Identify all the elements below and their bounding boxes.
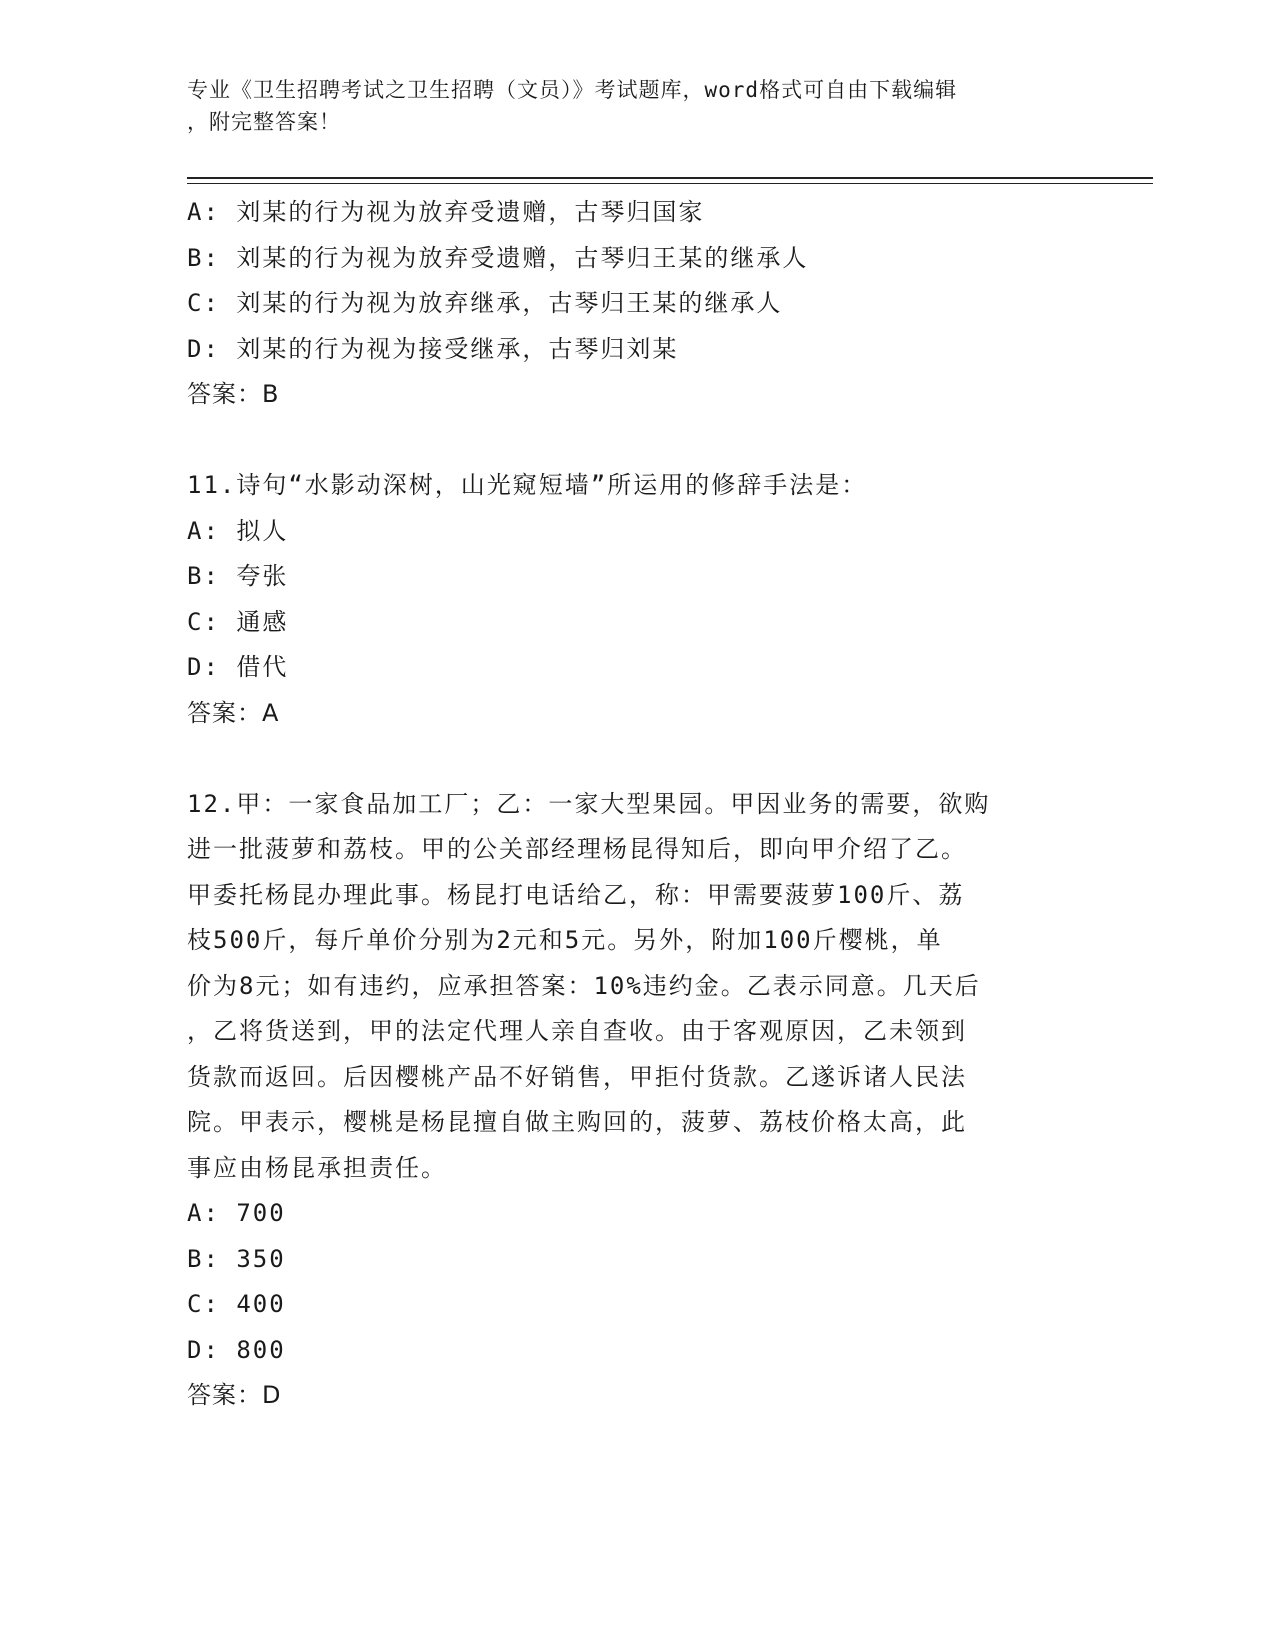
spacer: [187, 736, 1087, 782]
document-header: [187, 74, 1067, 138]
q12-question-line: 价为8元；如有违约，应承担答案：10%违约金。乙表示同意。几天后: [187, 971, 981, 1000]
q12-question-line: 进一批菠萝和荔枝。甲的公关部经理杨昆得知后，即向甲介绍了乙。: [187, 835, 967, 863]
header-divider-thin: [187, 183, 1153, 184]
q11-answer: 答案：A: [187, 698, 280, 727]
q11-option-d: D: 借代: [187, 653, 289, 681]
q12-option-b: B: 350: [187, 1244, 286, 1273]
q12-question-line: 12.甲：一家食品加工厂；乙：一家大型果园。甲因业务的需要，欲购: [187, 789, 991, 818]
question-11-block: [187, 463, 1087, 736]
spacer: [187, 418, 1087, 464]
q12-option-c: C: 400: [187, 1290, 286, 1318]
q10-option-b: B: 刘某的行为视为放弃受遗赠，古琴归王某的继承人: [187, 243, 809, 272]
header-divider-thick: [187, 177, 1153, 179]
question-content: [187, 190, 1087, 1419]
q12-answer: 答案：D: [187, 1381, 282, 1409]
q10-option-c: C: 刘某的行为视为放弃继承，古琴归王某的继承人: [187, 289, 783, 317]
question-10-block: [187, 190, 1087, 418]
q11-question: 11.诗句“水影动深树，山光窥短墙”所运用的修辞手法是：: [187, 471, 868, 499]
q11-option-a: A: 拟人: [187, 516, 289, 545]
q11-option-b: B: 夸张: [187, 562, 289, 590]
q12-question-line: 事应由杨昆承担责任。: [187, 1153, 447, 1182]
q12-option-d: D: 800: [187, 1335, 286, 1364]
q12-question-line: 货款而返回。后因樱桃产品不好销售，甲拒付货款。乙遂诉诸人民法: [187, 1062, 967, 1091]
q11-option-c: C: 通感: [187, 607, 289, 636]
q10-answer: 答案：B: [187, 380, 280, 408]
q12-question-line: ，乙将货送到，甲的法定代理人亲自查收。由于客观原因，乙未领到: [187, 1017, 967, 1045]
q10-option-d: D: 刘某的行为视为接受继承，古琴归刘某: [187, 334, 679, 363]
q12-question-line: 枝500斤，每斤单价分别为2元和5元。另外，附加100斤樱桃，单: [187, 926, 943, 954]
q12-question-line: 院。甲表示，樱桃是杨昆擅自做主购回的，菠萝、荔枝价格太高，此: [187, 1108, 967, 1136]
header-line-1: 专业《卫生招聘考试之卫生招聘（文员）》考试题库，word格式可自由下载编辑: [187, 78, 958, 102]
q12-question-line: 甲委托杨昆办理此事。杨昆打电话给乙，称：甲需要菠萝100斤、荔: [187, 880, 965, 909]
header-line-2: ，附完整答案！: [187, 110, 341, 134]
question-12-block: [187, 782, 1087, 1419]
q12-option-a: A: 700: [187, 1199, 286, 1227]
q10-option-a: A: 刘某的行为视为放弃受遗赠，古琴归国家: [187, 198, 705, 226]
